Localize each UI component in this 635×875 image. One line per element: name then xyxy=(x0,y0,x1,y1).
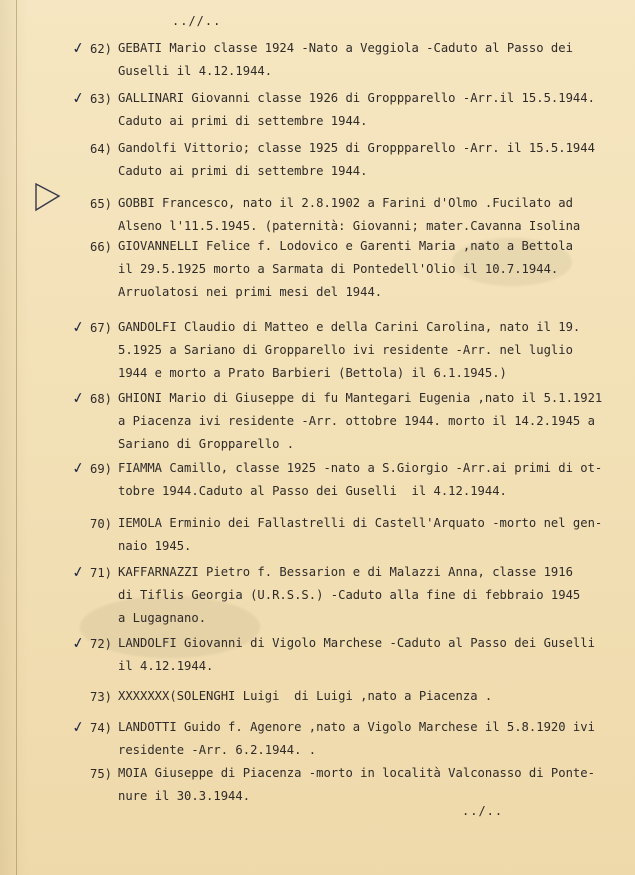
entry-number: 71) xyxy=(90,566,113,580)
entry-text-line: residente -Arr. 6.2.1944. . xyxy=(118,743,317,757)
entry-text-line: GALLINARI Giovanni classe 1926 di Groppparello -Arr.il 15.5.1944. xyxy=(118,91,595,105)
checkmark-icon: ✓ xyxy=(70,388,87,408)
entry-text-line: FIAMMA Camillo, classe 1925 -nato a S.Giorgio -Arr.ai primi di ot- xyxy=(118,461,603,475)
entry-text-line: Guselli il 4.12.1944. xyxy=(118,64,273,78)
entry-text-line: KAFFARNAZZI Pietro f. Bessarion e di Malazzi Anna, classe 1916 xyxy=(118,565,573,579)
entry-text-line: Arruolatosi nei primi mesi del 1944. xyxy=(118,285,383,299)
entry-text-line: Sariano di Gropparello . xyxy=(118,437,295,451)
entry-number: 72) xyxy=(90,637,113,651)
entry-text-line: di Tiflis Georgia (U.R.S.S.) -Caduto alla fine di febbraio 1945 xyxy=(118,588,581,602)
entry-text-line: GANDOLFI Claudio di Matteo e della Carini Carolina, nato il 19. xyxy=(118,320,581,334)
page-continuation-mark-bottom: ../.. xyxy=(462,804,504,818)
page-continuation-mark-top: ..//.. xyxy=(172,14,222,28)
entry-text-line: XXXXXXX(SOLENGHI Luigi di Luigi ,nato a Piacenza . xyxy=(118,689,493,703)
checkmark-icon: ✓ xyxy=(70,38,87,58)
entry-text-line: GEBATI Mario classe 1924 -Nato a Veggiola -Caduto al Passo dei xyxy=(118,41,573,55)
entry-number: 66) xyxy=(90,240,113,254)
entry-text-line: LANDOTTI Guido f. Agenore ,nato a Vigolo Marchese il 5.8.1920 ivi xyxy=(118,720,595,734)
entry-number: 75) xyxy=(90,767,113,781)
entry-number: 74) xyxy=(90,721,113,735)
entry-number: 64) xyxy=(90,142,113,156)
checkmark-icon: ✓ xyxy=(70,633,87,653)
triangle-mark-icon xyxy=(34,182,62,212)
entry-text-line: 1944 e morto a Prato Barbieri (Bettola) il 6.1.1945.) xyxy=(118,366,507,380)
entry-text-line: il 29.5.1925 morto a Sarmata di Pontedell'Olio il 10.7.1944. xyxy=(118,262,559,276)
entry-text-line: Caduto ai primi di settembre 1944. xyxy=(118,164,368,178)
entry-text-line: a Lugagnano. xyxy=(118,611,207,625)
entry-text-line: Alseno l'11.5.1945. (paternità: Giovanni; mater.Cavanna Isolina xyxy=(118,219,581,233)
entry-number: 63) xyxy=(90,92,113,106)
entry-text-line: IEMOLA Erminio dei Fallastrelli di Castell'Arquato -morto nel gen- xyxy=(118,516,603,530)
entry-text-line: GIOVANNELLI Felice f. Lodovico e Garenti Maria ,nato a Bettola xyxy=(118,239,573,253)
entry-text-line: tobre 1944.Caduto al Passo dei Guselli il 4.12.1944. xyxy=(118,484,507,498)
entry-text-line: GOBBI Francesco, nato il 2.8.1902 a Farini d'Olmo .Fucilato ad xyxy=(118,196,573,210)
entry-text-line: Caduto ai primi di settembre 1944. xyxy=(118,114,368,128)
entry-number: 70) xyxy=(90,517,113,531)
entry-text-line: a Piacenza ivi residente -Arr. ottobre 1944. morto il 14.2.1945 a xyxy=(118,414,595,428)
checkmark-icon: ✓ xyxy=(70,88,87,108)
entry-text-line: naio 1945. xyxy=(118,539,192,553)
entry-text-line: LANDOLFI Giovanni di Vigolo Marchese -Caduto al Passo dei Guselli xyxy=(118,636,595,650)
entry-number: 73) xyxy=(90,690,113,704)
left-edge-line xyxy=(16,0,17,875)
checkmark-icon: ✓ xyxy=(70,317,87,337)
entry-text-line: GHIONI Mario di Giuseppe di fu Mantegari Eugenia ,nato il 5.1.1921 xyxy=(118,391,603,405)
entry-text-line: 5.1925 a Sariano di Gropparello ivi residente -Arr. nel luglio xyxy=(118,343,573,357)
entry-number: 62) xyxy=(90,42,113,56)
checkmark-icon: ✓ xyxy=(70,717,87,737)
entry-text-line: Gandolfi Vittorio; classe 1925 di Groppparello -Arr. il 15.5.1944 xyxy=(118,141,595,155)
entry-number: 68) xyxy=(90,392,113,406)
checkmark-icon: ✓ xyxy=(70,458,87,478)
entry-number: 67) xyxy=(90,321,113,335)
entry-number: 69) xyxy=(90,462,113,476)
checkmark-icon: ✓ xyxy=(70,562,87,582)
entry-text-line: nure il 30.3.1944. xyxy=(118,789,251,803)
entry-text-line: MOIA Giuseppe di Piacenza -morto in località Valconasso di Ponte- xyxy=(118,766,595,780)
entry-number: 65) xyxy=(90,197,113,211)
entry-text-line: il 4.12.1944. xyxy=(118,659,214,673)
